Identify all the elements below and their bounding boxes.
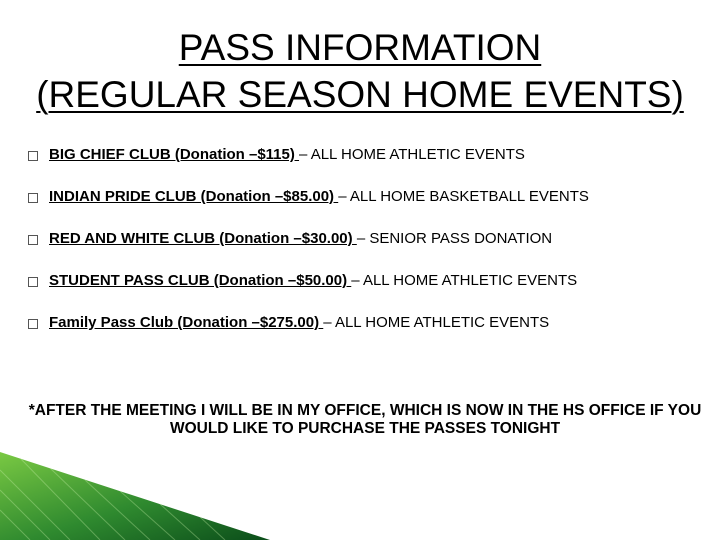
list-item (28, 308, 708, 350)
square-bullet-icon (28, 151, 38, 161)
note-line-1: *AFTER THE MEETING I WILL BE IN MY OFFICE, WHICH IS NOW IN THE HS OFFICE IF YOU (28, 402, 702, 419)
pass-list (28, 140, 708, 350)
club-description: – ALL HOME ATHLETIC EVENTS (299, 146, 525, 163)
club-description: – SENIOR PASS DONATION (356, 230, 553, 247)
club-description: – ALL HOME ATHLETIC EVENTS (351, 272, 578, 289)
club-description: – ALL HOME BASKETBALL EVENTS (338, 188, 589, 205)
club-description: – ALL HOME ATHLETIC EVENTS (323, 314, 550, 331)
club-name: Family Pass Club (Donation –$275.00) (49, 314, 324, 331)
list-item (28, 182, 708, 224)
club-name: INDIAN PRIDE CLUB (Donation –$85.00) (49, 188, 339, 205)
club-name: STUDENT PASS CLUB (Donation –$50.00) (49, 272, 352, 289)
title-line-2: (REGULAR SEASON HOME EVENTS) (36, 74, 684, 115)
note-line-2: WOULD LIKE TO PURCHASE THE PASSES TONIGHT (169, 420, 561, 437)
green-corner-decoration (0, 440, 270, 540)
club-name: BIG CHIEF CLUB (Donation –$115) (49, 146, 300, 163)
list-item (28, 266, 708, 308)
page-title (0, 24, 720, 118)
list-item (28, 224, 708, 266)
square-bullet-icon (28, 193, 38, 203)
square-bullet-icon (28, 277, 38, 287)
office-note (20, 402, 710, 438)
club-name: RED AND WHITE CLUB (Donation –$30.00) (49, 230, 357, 247)
square-bullet-icon (28, 319, 38, 329)
list-item (28, 140, 708, 182)
square-bullet-icon (28, 235, 38, 245)
title-line-1: PASS INFORMATION (178, 27, 542, 68)
